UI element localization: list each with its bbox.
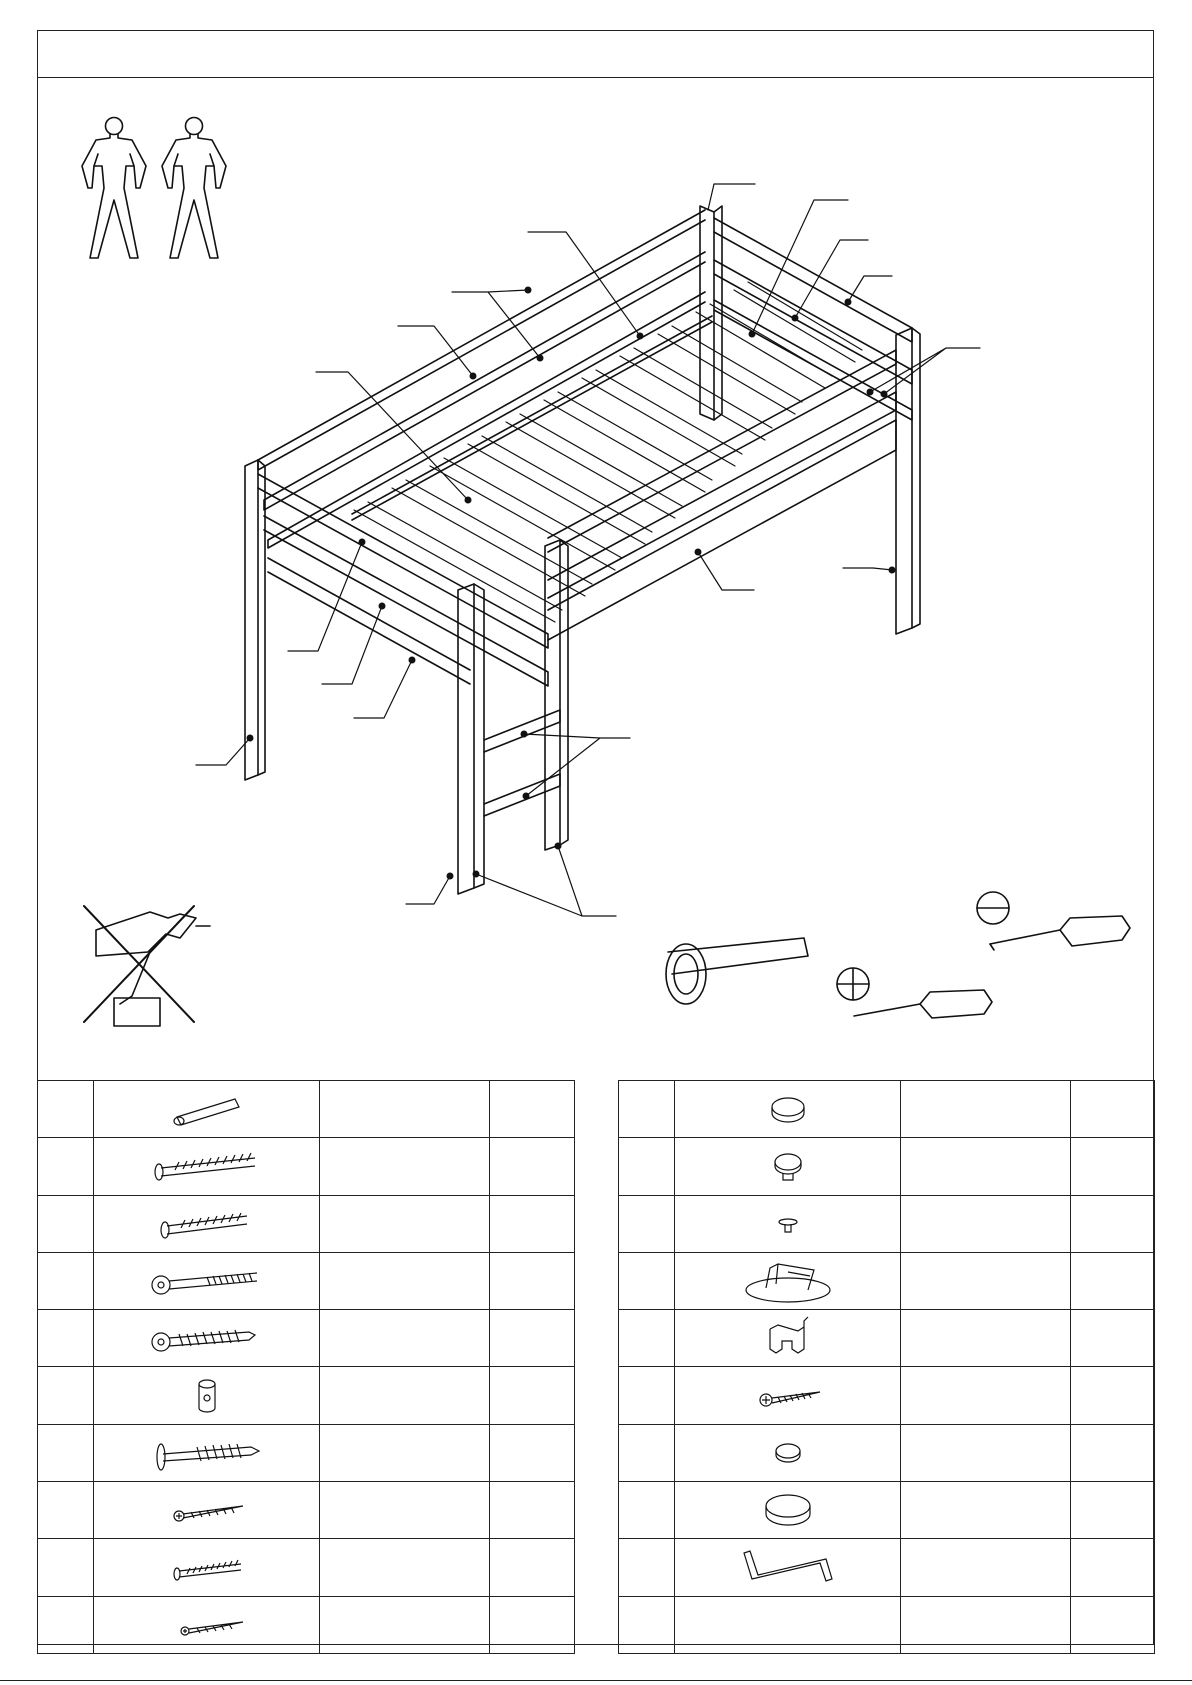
part-description (901, 1367, 1071, 1424)
part-description (320, 1195, 490, 1252)
table-row (619, 1195, 1155, 1252)
empty-icon-cell (675, 1596, 901, 1653)
table-row (38, 1138, 575, 1195)
part-description (320, 1081, 490, 1138)
part-ref (619, 1252, 675, 1309)
part-qty (490, 1310, 575, 1367)
part-description (320, 1367, 490, 1424)
part-qty (490, 1424, 575, 1481)
small-pin-icon (675, 1195, 901, 1252)
part-ref (619, 1310, 675, 1367)
part-qty (1071, 1367, 1155, 1424)
large-disc-icon (675, 1482, 901, 1539)
bottom-rule (0, 1680, 1192, 1681)
part-qty (1071, 1424, 1155, 1481)
table-row (619, 1539, 1155, 1596)
part-ref (38, 1195, 94, 1252)
flathead-screwdriver-icon (977, 892, 1130, 950)
slat-holder-icon (675, 1252, 901, 1309)
part-ref (619, 1482, 675, 1539)
part-description (320, 1252, 490, 1309)
phillips-screw-icon (94, 1482, 320, 1539)
part-ref (38, 1367, 94, 1424)
part-description (901, 1081, 1071, 1138)
part-description (901, 1539, 1071, 1596)
table-row (619, 1482, 1155, 1539)
medium-wood-screw-icon (94, 1195, 320, 1252)
part-description (901, 1138, 1071, 1195)
short-wood-screw-icon (94, 1539, 320, 1596)
part-description (320, 1138, 490, 1195)
part-ref (38, 1539, 94, 1596)
hardware-table-left (37, 1080, 575, 1654)
table-row (619, 1252, 1155, 1309)
part-ref (38, 1424, 94, 1481)
table-row (38, 1596, 575, 1653)
mallet-icon (666, 938, 808, 1004)
coarse-bolt-icon (94, 1310, 320, 1367)
part-qty (490, 1138, 575, 1195)
part-qty (1071, 1539, 1155, 1596)
table-row (619, 1367, 1155, 1424)
barrel-nut-icon (94, 1367, 320, 1424)
part-ref (619, 1539, 675, 1596)
part-description (901, 1195, 1071, 1252)
assembly-drawing (38, 78, 1153, 1068)
part-qty (1071, 1252, 1155, 1309)
part-qty (1071, 1596, 1155, 1653)
small-phillips-screw-icon (94, 1596, 320, 1653)
part-qty (1071, 1195, 1155, 1252)
table-row (38, 1424, 575, 1481)
part-qty (490, 1367, 575, 1424)
part-description (320, 1482, 490, 1539)
part-qty (490, 1539, 575, 1596)
part-ref (619, 1138, 675, 1195)
part-ref (38, 1081, 94, 1138)
flat-head-bolt-icon (94, 1424, 320, 1481)
part-description (320, 1596, 490, 1653)
part-ref (38, 1138, 94, 1195)
pan-head-screw-icon (675, 1367, 901, 1424)
long-wood-screw-icon (94, 1138, 320, 1195)
allen-key-icon (675, 1539, 901, 1596)
small-disc-icon (675, 1424, 901, 1481)
part-description (320, 1310, 490, 1367)
table-row (619, 1310, 1155, 1367)
cover-cap-icon (675, 1081, 901, 1138)
part-description (901, 1482, 1071, 1539)
part-qty (1071, 1081, 1155, 1138)
table-row (38, 1195, 575, 1252)
part-qty (490, 1252, 575, 1309)
mushroom-cap-icon (675, 1138, 901, 1195)
part-qty (490, 1482, 575, 1539)
part-qty (1071, 1482, 1155, 1539)
part-ref (38, 1596, 94, 1653)
loft-bed-drawing (196, 184, 980, 916)
part-ref (619, 1424, 675, 1481)
table-row (619, 1138, 1155, 1195)
part-qty (490, 1596, 575, 1653)
part-ref (38, 1252, 94, 1309)
table-row (38, 1367, 575, 1424)
part-ref (619, 1596, 675, 1653)
table-row (619, 1081, 1155, 1138)
phillips-screwdriver-icon (837, 968, 992, 1018)
header-bar (37, 30, 1154, 78)
part-ref (619, 1081, 675, 1138)
part-qty (1071, 1310, 1155, 1367)
part-ref (619, 1367, 675, 1424)
part-description (901, 1424, 1071, 1481)
table-row (619, 1596, 1155, 1653)
two-persons-icon (82, 118, 226, 259)
part-ref (38, 1310, 94, 1367)
part-description (901, 1596, 1071, 1653)
hardware-table-right (618, 1080, 1155, 1654)
part-qty (490, 1081, 575, 1138)
part-ref (38, 1482, 94, 1539)
part-ref (619, 1195, 675, 1252)
part-qty (490, 1195, 575, 1252)
table-row (619, 1424, 1155, 1481)
no-power-drill-icon (84, 906, 210, 1026)
table-row (38, 1482, 575, 1539)
slat-clip-icon (675, 1310, 901, 1367)
wooden-dowel-icon (94, 1081, 320, 1138)
part-description (320, 1424, 490, 1481)
part-qty (1071, 1138, 1155, 1195)
part-description (901, 1252, 1071, 1309)
part-description (320, 1539, 490, 1596)
table-row (38, 1310, 575, 1367)
connector-bolt-icon (94, 1252, 320, 1309)
table-row (38, 1252, 575, 1309)
table-row (38, 1539, 575, 1596)
table-row (38, 1081, 575, 1138)
part-description (901, 1310, 1071, 1367)
